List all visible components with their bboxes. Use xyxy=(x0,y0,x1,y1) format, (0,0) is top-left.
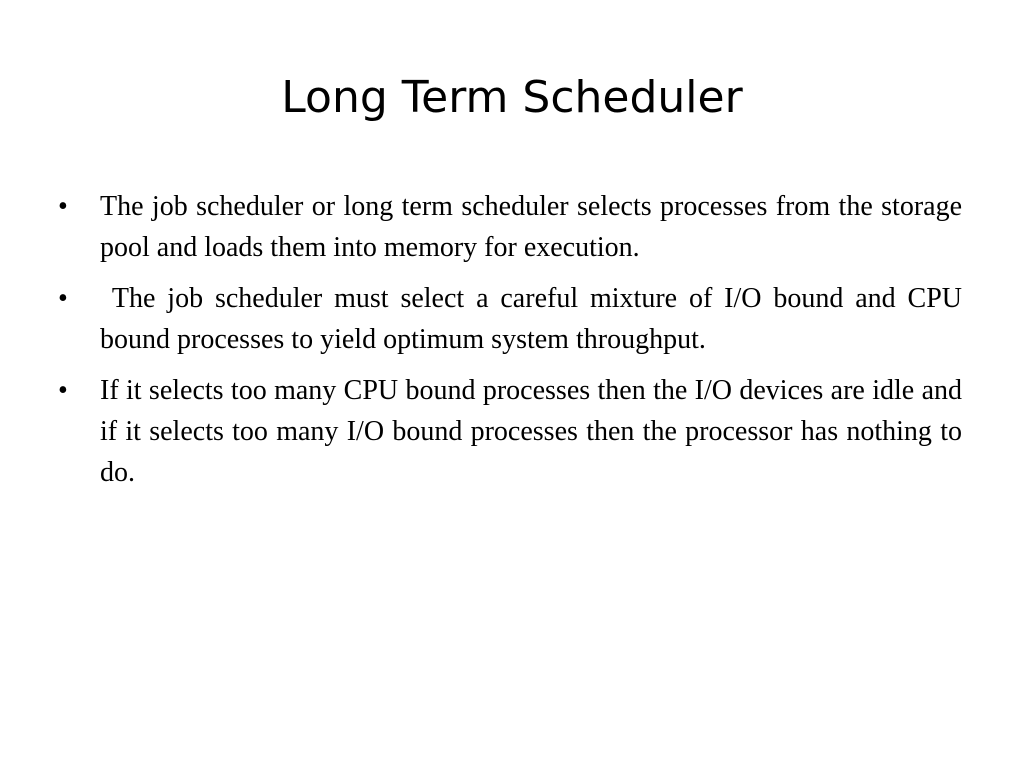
slide-title: Long Term Scheduler xyxy=(281,72,743,123)
bullet-list xyxy=(58,186,970,503)
bullet-icon: • xyxy=(58,375,68,406)
bullet-text: The job scheduler must select a careful mixture of I/O bound and CPU bound processes to yield optimum system throughput. xyxy=(100,283,970,355)
bullet-icon: • xyxy=(58,191,68,222)
bullet-text: The job scheduler or long term scheduler selects processes from the storage pool and loads them into memory for execution. xyxy=(100,191,962,263)
bullet-item xyxy=(58,278,970,360)
bullet-text: If it selects too many CPU bound processes then the I/O devices are idle and if it selects too many I/O bound processes then the processor has nothing to do. xyxy=(100,375,962,488)
bullet-item xyxy=(58,370,962,493)
bullet-item xyxy=(58,186,962,268)
bullet-icon: • xyxy=(58,283,68,314)
